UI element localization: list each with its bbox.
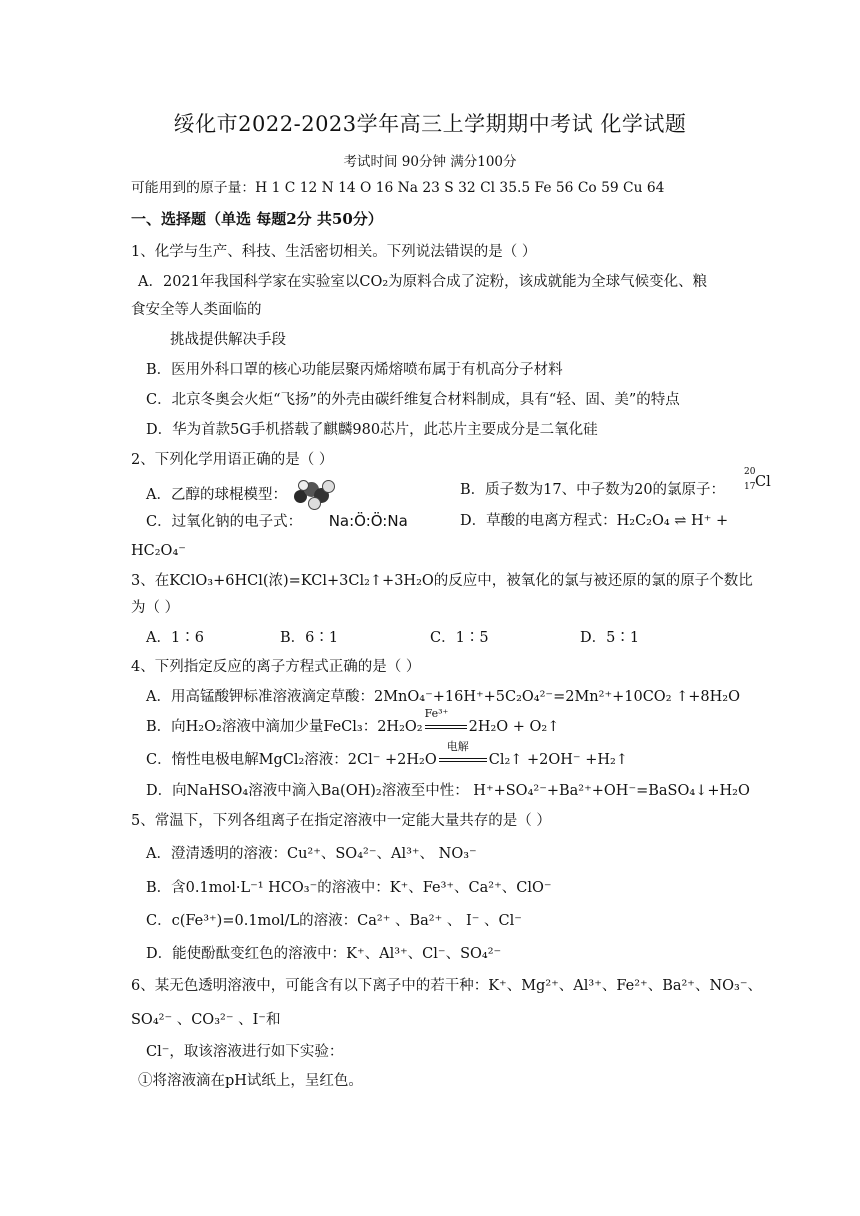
- q4-stem: 4、下列指定反应的离子方程式正确的是（ ）: [131, 659, 421, 675]
- q2-option-c: [146, 511, 408, 532]
- q1-option-d: D．华为首款5G手机搭载了麒麟980芯片，此芯片主要成分是二氧化硅: [146, 422, 598, 438]
- exam-info: 考试时间 90分钟 满分100分: [343, 154, 517, 170]
- atomic-masses: 可能用到的原子量：H 1 C 12 N 14 O 16 Na 23 S 32 Cl 35.5 Fe 56 Co 59 Cu 64: [131, 180, 665, 196]
- q3-stem-cont: 为（ ）: [131, 600, 180, 616]
- q2-option-a-text: A．乙醇的球棍模型：: [146, 487, 287, 503]
- q3-stem: 3、在KClO₃+6HCl(浓)=KCl+3Cl₂↑+3H₂O的反应中，被氧化的氯与被还原的氯的原子个数比: [131, 573, 753, 589]
- catalyst-label: Fe³⁺: [424, 707, 449, 720]
- q3-option-d: D．5∶1: [580, 630, 640, 646]
- atomic-number: 17: [744, 482, 756, 492]
- q3-option-c: C．1∶5: [430, 630, 489, 646]
- q2-option-d: D．草酸的电离方程式：H₂C₂O₄ ⇌ H⁺ +: [460, 513, 729, 529]
- q3-option-b: B．6∶1: [280, 630, 339, 646]
- q6-stem: 6、某无色透明溶液中，可能含有以下离子中的若干种：K⁺、Mg²⁺、Al³⁺、Fe²⁺、Ba²⁺、NO₃⁻、: [131, 978, 763, 994]
- q2-option-b-text: B．质子数为17、中子数为20的氯原子：: [460, 482, 726, 498]
- electrolysis-label: 电解: [446, 740, 469, 753]
- q4-option-a: A．用高锰酸钾标准溶液滴定草酸：2MnO₄⁻+16H⁺+5C₂O₄²⁻=2Mn²⁺+10CO₂ ↑+8H₂O: [146, 689, 740, 705]
- q4-option-c-products: Cl₂↑ +2OH⁻ +H₂↑: [488, 752, 628, 768]
- q5-option-c: C．c(Fe³⁺)=0.1mol/L的溶液：Ca²⁺ 、Ba²⁺ 、 I⁻ 、Cl⁻: [146, 913, 522, 929]
- q1-option-a: A．2021年我国科学家在实验室以CO₂为原料合成了淀粉，该成就能为全球气候变化、粮: [138, 274, 708, 290]
- q1-option-a-cont2: 挑战提供解决手段: [170, 332, 286, 348]
- sodium-peroxide-formula: Na:Ö:Ö:Na: [328, 512, 408, 530]
- q6-stem-cont2: Cl⁻，取该溶液进行如下实验：: [146, 1044, 344, 1060]
- q1-option-b: B．医用外科口罩的核心功能层聚丙烯熔喷布属于有机高分子材料: [146, 362, 563, 378]
- element-symbol: Cl: [755, 474, 771, 490]
- page-title: 绥化市2022-2023学年高三上学期期中考试 化学试题: [173, 112, 687, 136]
- q5-option-d: D．能使酚酞变红色的溶液中：K⁺、Al³⁺、Cl⁻、SO₄²⁻: [146, 946, 502, 962]
- q4-option-d: D．向NaHSO₄溶液中滴入Ba(OH)₂溶液至中性： H⁺+SO₄²⁻+Ba²⁺+OH⁻=BaSO₄↓+H₂O: [146, 783, 750, 799]
- q4-option-c-text: C．惰性电极电解MgCl₂溶液：2Cl⁻ +2H₂O: [146, 752, 437, 768]
- q1-stem: 1、化学与生产、科技、生活密切相关。下列说法错误的是（ ）: [131, 244, 537, 260]
- mass-number: 20: [744, 467, 756, 477]
- q5-option-a: A．澄清透明的溶液：Cu²⁺、SO₄²⁻、Al³⁺、 NO₃⁻: [146, 846, 477, 862]
- electrolysis-arrow: [437, 740, 489, 770]
- q2-option-b: [460, 480, 725, 500]
- section-heading: 一、选择题（单选 每题2分 共50分）: [131, 210, 383, 228]
- q1-option-c: C．北京冬奥会火炬“飞扬”的外壳由碳纤维复合材料制成，具有“轻、固、美”的特点: [146, 392, 680, 408]
- q2-option-c-text: C．过氧化钠的电子式：: [146, 514, 303, 530]
- q5-stem: 5、常温下，下列各组离子在指定溶液中一定能大量共存的是（ ）: [131, 813, 551, 829]
- q4-option-b-text: B．向H₂O₂溶液中滴加少量FeCl₃：2H₂O₂: [146, 719, 423, 735]
- q1-option-a-cont: 食安全等人类面临的: [131, 302, 262, 318]
- q4-option-b: [146, 707, 560, 737]
- q3-option-a: A．1∶6: [146, 630, 204, 646]
- q5-option-b: B．含0.1mol·L⁻¹ HCO₃⁻的溶液中：K⁺、Fe³⁺、Ca²⁺、ClO⁻: [146, 880, 552, 896]
- q2-option-d-cont: HC₂O₄⁻: [131, 543, 186, 559]
- q2-stem: 2、下列化学用语正确的是（ ）: [131, 452, 334, 468]
- q4-option-c: [146, 740, 628, 770]
- q2-option-a: [146, 480, 336, 510]
- ethanol-ball-stick-model-icon: [292, 480, 336, 510]
- q4-option-b-products: 2H₂O + O₂↑: [468, 719, 560, 735]
- q6-stem-cont: SO₄²⁻ 、CO₃²⁻ 、I⁻和: [131, 1012, 281, 1028]
- chlorine-isotope: [744, 467, 771, 492]
- catalyst-arrow: [423, 707, 469, 737]
- q6-step-1: ①将溶液滴在pH试纸上，呈红色。: [138, 1073, 363, 1089]
